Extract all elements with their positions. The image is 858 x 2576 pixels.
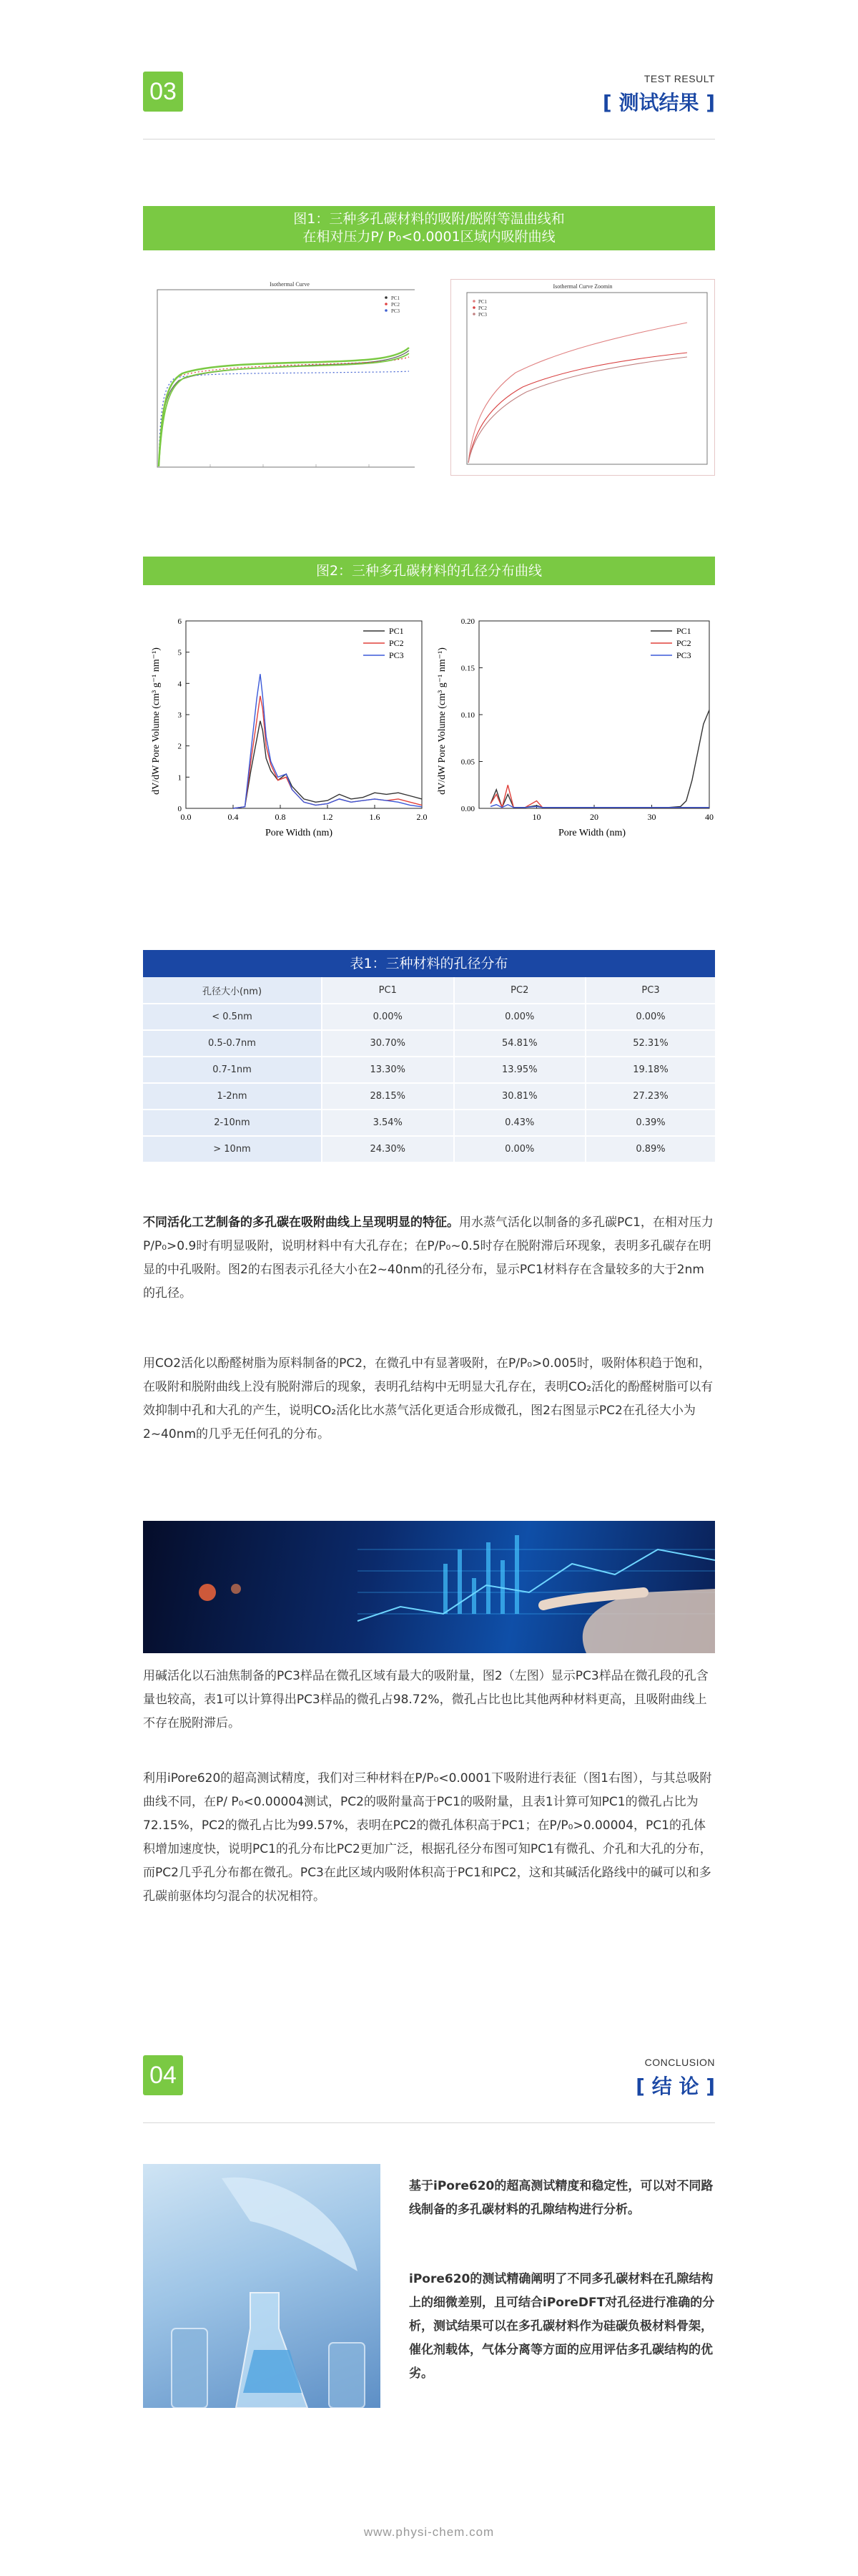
svg-text:PC1: PC1 — [478, 299, 488, 305]
table-cell: 19.18% — [586, 1057, 715, 1083]
x-tick-label: 1.2 — [322, 812, 333, 822]
paragraph-2: 用CO2活化以酚醛树脂为原料制备的PC2，在微孔中有显著吸附，在P/P₀>0.005时，吸附体积趋于饱和，在吸附和脱附曲线上没有脱附滞后的现象，表明孔结构中无明显大孔存在，表明CO₂活化的酚醛树脂可以有效抑制中孔和大孔的产生，说明CO₂活化比水蒸气活化更适合形成微孔，图2右图显示PC2在孔径大小为2~40nm的几乎无任何孔的分布。 — [143, 1356, 714, 1441]
table-cell: 27.23% — [586, 1083, 715, 1110]
section-header-test-result — [143, 72, 715, 129]
isotherm-chart-full-svg — [143, 279, 415, 476]
table-cell: < 0.5nm — [143, 1004, 322, 1030]
series-line-pc1 — [233, 721, 422, 808]
y-tick-label: 6 — [177, 617, 182, 626]
technology-banner-image — [143, 1521, 715, 1653]
table-cell: 0.89% — [586, 1136, 715, 1162]
x-tick-label: 30 — [647, 812, 656, 822]
series-line-pc3 — [490, 805, 709, 808]
isotherm-chart-zoom — [450, 279, 715, 476]
x-tick-label: 0.0 — [180, 812, 192, 822]
isotherm-zoom-curve-pc1 — [468, 323, 687, 463]
y-tick-label: 4 — [177, 680, 182, 689]
y-tick-label: 5 — [177, 648, 182, 657]
isotherm-zoom-legend — [473, 299, 487, 318]
y-tick-label: 0.05 — [460, 758, 475, 767]
paragraph-3: 用碱活化以石油焦制备的PC3样品在微孔区域有最大的吸附量，图2（左图）显示PC3样品在微孔段的孔含量也较高，表1可以计算得出PC3样品的微孔占98.72%，微孔占比也比其他两种材料更高，且吸附曲线上不存在脱附滞后。 — [143, 1669, 709, 1730]
x-tick-label: 0.4 — [227, 812, 239, 822]
isotherm-zoom-curve-pc2 — [468, 353, 687, 463]
figure1-caption — [143, 206, 715, 250]
table-header-cell: PC2 — [454, 977, 586, 1004]
x-tick-label: 10 — [532, 812, 541, 822]
table-header-row — [143, 977, 715, 1004]
plot-frame — [186, 621, 422, 808]
table-row — [143, 1136, 715, 1162]
section-number-badge: 04 — [143, 2055, 183, 2095]
section-header-conclusion — [143, 2055, 715, 2112]
legend-label: PC3 — [389, 650, 404, 660]
table-row — [143, 1110, 715, 1136]
y-tick-label: 0.20 — [460, 617, 475, 626]
table-cell: 52.31% — [586, 1030, 715, 1057]
x-tick-label: 2.0 — [416, 812, 428, 822]
table-cell: 0.00% — [454, 1136, 586, 1162]
legend-label: PC2 — [389, 638, 404, 648]
psd-chart-micro-svg — [143, 607, 429, 843]
x-tick-label: 20 — [590, 812, 598, 822]
y-tick-label: 0 — [177, 805, 182, 813]
table-cell: 30.81% — [454, 1083, 586, 1110]
svg-text:PC3: PC3 — [391, 308, 400, 314]
table-row — [143, 1004, 715, 1030]
isotherm-curve-pc3 — [159, 371, 409, 466]
svg-text:PC2: PC2 — [478, 305, 488, 311]
svg-text:PC1: PC1 — [391, 295, 400, 301]
legend-label: PC1 — [676, 626, 691, 636]
legend-label: PC1 — [389, 626, 404, 636]
psd-chart-meso — [429, 607, 715, 843]
table-cell: 2-10nm — [143, 1110, 322, 1136]
isotherm-chart-full — [143, 279, 415, 476]
table-cell: > 10nm — [143, 1136, 322, 1162]
x-tick-label: 1.6 — [369, 812, 380, 822]
table-cell: 0.5-0.7nm — [143, 1030, 322, 1057]
table-cell: 3.54% — [322, 1110, 454, 1136]
table-cell: 0.00% — [322, 1004, 454, 1030]
table-cell: 30.70% — [322, 1030, 454, 1057]
psd-chart-micro — [143, 607, 429, 843]
section-title-en: CONCLUSION — [644, 2057, 715, 2068]
table-cell: 13.30% — [322, 1057, 454, 1083]
y-tick-label: 0.10 — [460, 711, 475, 720]
paragraph-1-body: 用水蒸气活化以制备的多孔碳PC1，在相对压力P/P₀>0.9时有明显吸附，说明材料中有大孔存在；在P/P₀~0.5时存在脱附滞后环现象，表明多孔碳存在明显的中孔吸附。图2的右图表示孔径大小在2~40nm的孔径分布，显示PC1材料存在含量较多的大于2nm的孔径。 — [143, 1215, 714, 1301]
legend-label: PC2 — [676, 638, 691, 648]
y-tick-label: 2 — [177, 742, 182, 751]
table-row — [143, 1083, 715, 1110]
conclusion-paragraph-2: iPore620的测试精确阐明了不同多孔碳材料在孔隙结构上的细微差别，且可结合iPoreDFT对孔径进行准确的分析，测试结果可以在多孔碳材料作为硅碳负极材料骨架，催化剂载体，气体分离等方面的应用评估多孔碳结构的优劣。 — [409, 2272, 715, 2381]
y-tick-label: 0.15 — [460, 664, 475, 673]
paragraph-4: 利用iPore620的超高测试精度，我们对三种材料在P/P₀<0.0001下吸附进行表征（图1右图），与其总吸附曲线不同，在P/ P₀<0.00004测试，PC2的吸附量高于PC1的吸附量，且表1计算可知PC1的微孔占比为72.15%，PC2的微孔占比为99.57%，表明在PC2的微孔体积高于PC1；在P/P₀>0.00004，PC1的孔体积增加速度快，说明PC1的孔分布比PC2更加广泛，根据孔径分布图可知PC1有微孔、介孔和大孔的分布，而PC2几乎孔分布都在微孔。PC3在此区域内吸附体积高于PC1和PC2，这和其碱活化路线中的碱可以和多孔碳前驱体均匀混合的状况相符。 — [143, 1771, 712, 1904]
table-cell: 0.00% — [586, 1004, 715, 1030]
isotherm-zoom-frame — [467, 293, 707, 464]
table-cell: 54.81% — [454, 1030, 586, 1057]
figure2-caption: 图2：三种多孔碳材料的孔径分布曲线 — [143, 557, 715, 585]
y-tick-label: 3 — [177, 711, 182, 720]
figure1-caption-line2: 在相对压力P/ P₀<0.0001区域内吸附曲线 — [302, 229, 556, 245]
isotherm-ticks — [157, 464, 369, 467]
psd-chart-meso-svg — [429, 607, 715, 843]
section-divider — [143, 2122, 715, 2123]
table-cell: 24.30% — [322, 1136, 454, 1162]
series-line-pc2 — [233, 696, 422, 808]
y-tick-label: 1 — [177, 773, 182, 783]
conclusion-paragraph-1: 基于iPore620的超高测试精度和稳定性，可以对不同路线制备的多孔碳材料的孔隙结构进行分析。 — [409, 2179, 714, 2217]
svg-text:PC2: PC2 — [391, 302, 400, 308]
table-cell: 1-2nm — [143, 1083, 322, 1110]
table-cell: 0.43% — [454, 1110, 586, 1136]
isotherm-plot-frame — [157, 290, 415, 467]
section-title-cn: [ 结 论 ] — [636, 2075, 715, 2098]
svg-text:PC3: PC3 — [478, 312, 488, 318]
table-row — [143, 1030, 715, 1057]
table-cell: 0.00% — [454, 1004, 586, 1030]
x-tick-label: 0.8 — [275, 812, 286, 822]
table1-caption: 表1：三种材料的孔径分布 — [143, 950, 715, 977]
legend-label: PC3 — [676, 650, 691, 660]
table-header-cell: PC1 — [322, 977, 454, 1004]
laboratory-graphic — [143, 2164, 380, 2408]
table-cell: 0.39% — [586, 1110, 715, 1136]
section-number-badge: 03 — [143, 72, 183, 112]
table-header-cell: PC3 — [586, 977, 715, 1004]
y-tick-label: 0.00 — [460, 805, 475, 813]
isotherm-zoom-curve-pc3 — [468, 357, 687, 463]
table-row — [143, 1057, 715, 1083]
table-cell: 13.95% — [454, 1057, 586, 1083]
isotherm-curve-pc1 — [159, 351, 409, 466]
isotherm-chart-zoom-svg — [451, 280, 714, 475]
section-title-cn: [ 测试结果 ] — [602, 91, 715, 114]
psd1-xlabel: Pore Width (nm) — [265, 828, 333, 838]
series-line-pc3 — [233, 674, 422, 808]
series-line-pc1 — [490, 710, 709, 808]
psd2-ylabel: dV/dW Pore Volume (cm³ g⁻¹ nm⁻¹) — [437, 647, 448, 795]
banner-graphic — [143, 1521, 715, 1653]
psd2-xlabel: Pore Width (nm) — [558, 828, 626, 838]
table-cell: 28.15% — [322, 1083, 454, 1110]
psd1-ylabel: dV/dW Pore Volume (cm³ g⁻¹ nm⁻¹) — [151, 647, 162, 795]
isotherm-zoom-title: Isothermal Curve Zoomin — [553, 283, 613, 290]
isotherm-chart-title: Isothermal Curve — [270, 281, 310, 288]
table-cell: 0.7-1nm — [143, 1057, 322, 1083]
paragraph-1-lead: 不同活化工艺制备的多孔碳在吸附曲线上呈现明显的特征。 — [143, 1215, 459, 1230]
pore-distribution-table — [143, 977, 715, 1163]
series-line-pc2 — [490, 785, 709, 807]
paragraph-1 — [143, 1211, 715, 1306]
isotherm-legend — [385, 295, 400, 314]
figure1-caption-line1: 图1：三种多孔碳材料的吸附/脱附等温曲线和 — [293, 211, 565, 227]
laboratory-photo — [143, 2164, 380, 2408]
section-title-en: TEST RESULT — [644, 73, 715, 84]
footer-website: www.physi-chem.com — [363, 2525, 495, 2539]
table-header-cell: 孔径大小(nm) — [143, 977, 322, 1004]
x-tick-label: 40 — [705, 812, 714, 822]
plot-frame — [479, 621, 709, 808]
